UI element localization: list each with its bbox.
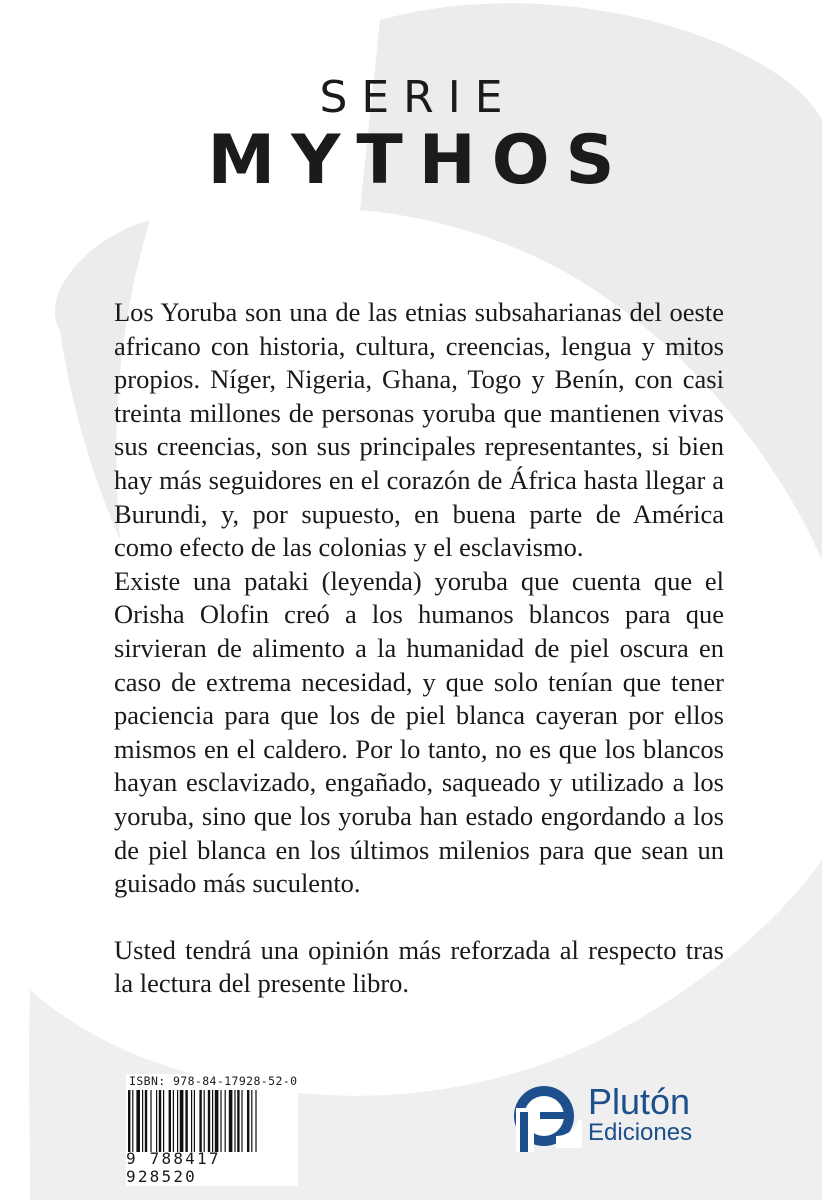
series-label: SERIE xyxy=(319,72,517,123)
isbn-barcode xyxy=(126,1074,298,1186)
barcode-bars xyxy=(126,1090,298,1152)
series-name: MYTHOS xyxy=(207,121,631,200)
synopsis-paragraph-3: Usted tendrá una opinión más reforzada al respecto tras la lectura del presente libro. xyxy=(114,934,724,999)
publisher-subname: Ediciones xyxy=(588,1119,693,1146)
synopsis-paragraph-1: Los Yoruba son una de las etnias subsaharianas del oeste africano con historia, cultura, creencias, lengua y mitos propios. Níger, Nigeria, Ghana, Togo y Benín, con casi treinta millones de personas yoruba que mantienen vivas sus creencias, son sus principales representantes, si bien hay más seguidores en el corazón de África hasta llegar a Burundi, y, por supuesto, en buena parte de América como efecto de las colonias y el esclavismo. xyxy=(114,297,724,563)
ean-digits: 9 788417 928520 xyxy=(126,1149,221,1186)
series-title xyxy=(0,70,822,200)
pe-monogram-icon xyxy=(512,1078,582,1154)
synopsis xyxy=(114,296,724,1001)
publisher-logo xyxy=(512,1074,752,1164)
isbn-label: ISBN: 978-84-17928-52-0 xyxy=(129,1074,298,1088)
synopsis-paragraph-2: Existe una pataki (leyenda) yoruba que cuenta que el Orisha Olofin creó a los humanos blancos para que sirvieran de alimento a la humanidad de piel oscura en caso de extrema necesidad, y que solo tenían que tener paciencia para que los de piel blanca cayeran por ellos mismos en el caldero. Por lo tanto, no es que los blancos hayan esclavizado, engañado, saqueado y utilizado a los yoruba, sino que los yoruba han estado engordando a los de piel blanca en los últimos milenios para que sean un guisado más suculento. xyxy=(114,565,724,899)
publisher-name: Plutón xyxy=(588,1081,691,1122)
